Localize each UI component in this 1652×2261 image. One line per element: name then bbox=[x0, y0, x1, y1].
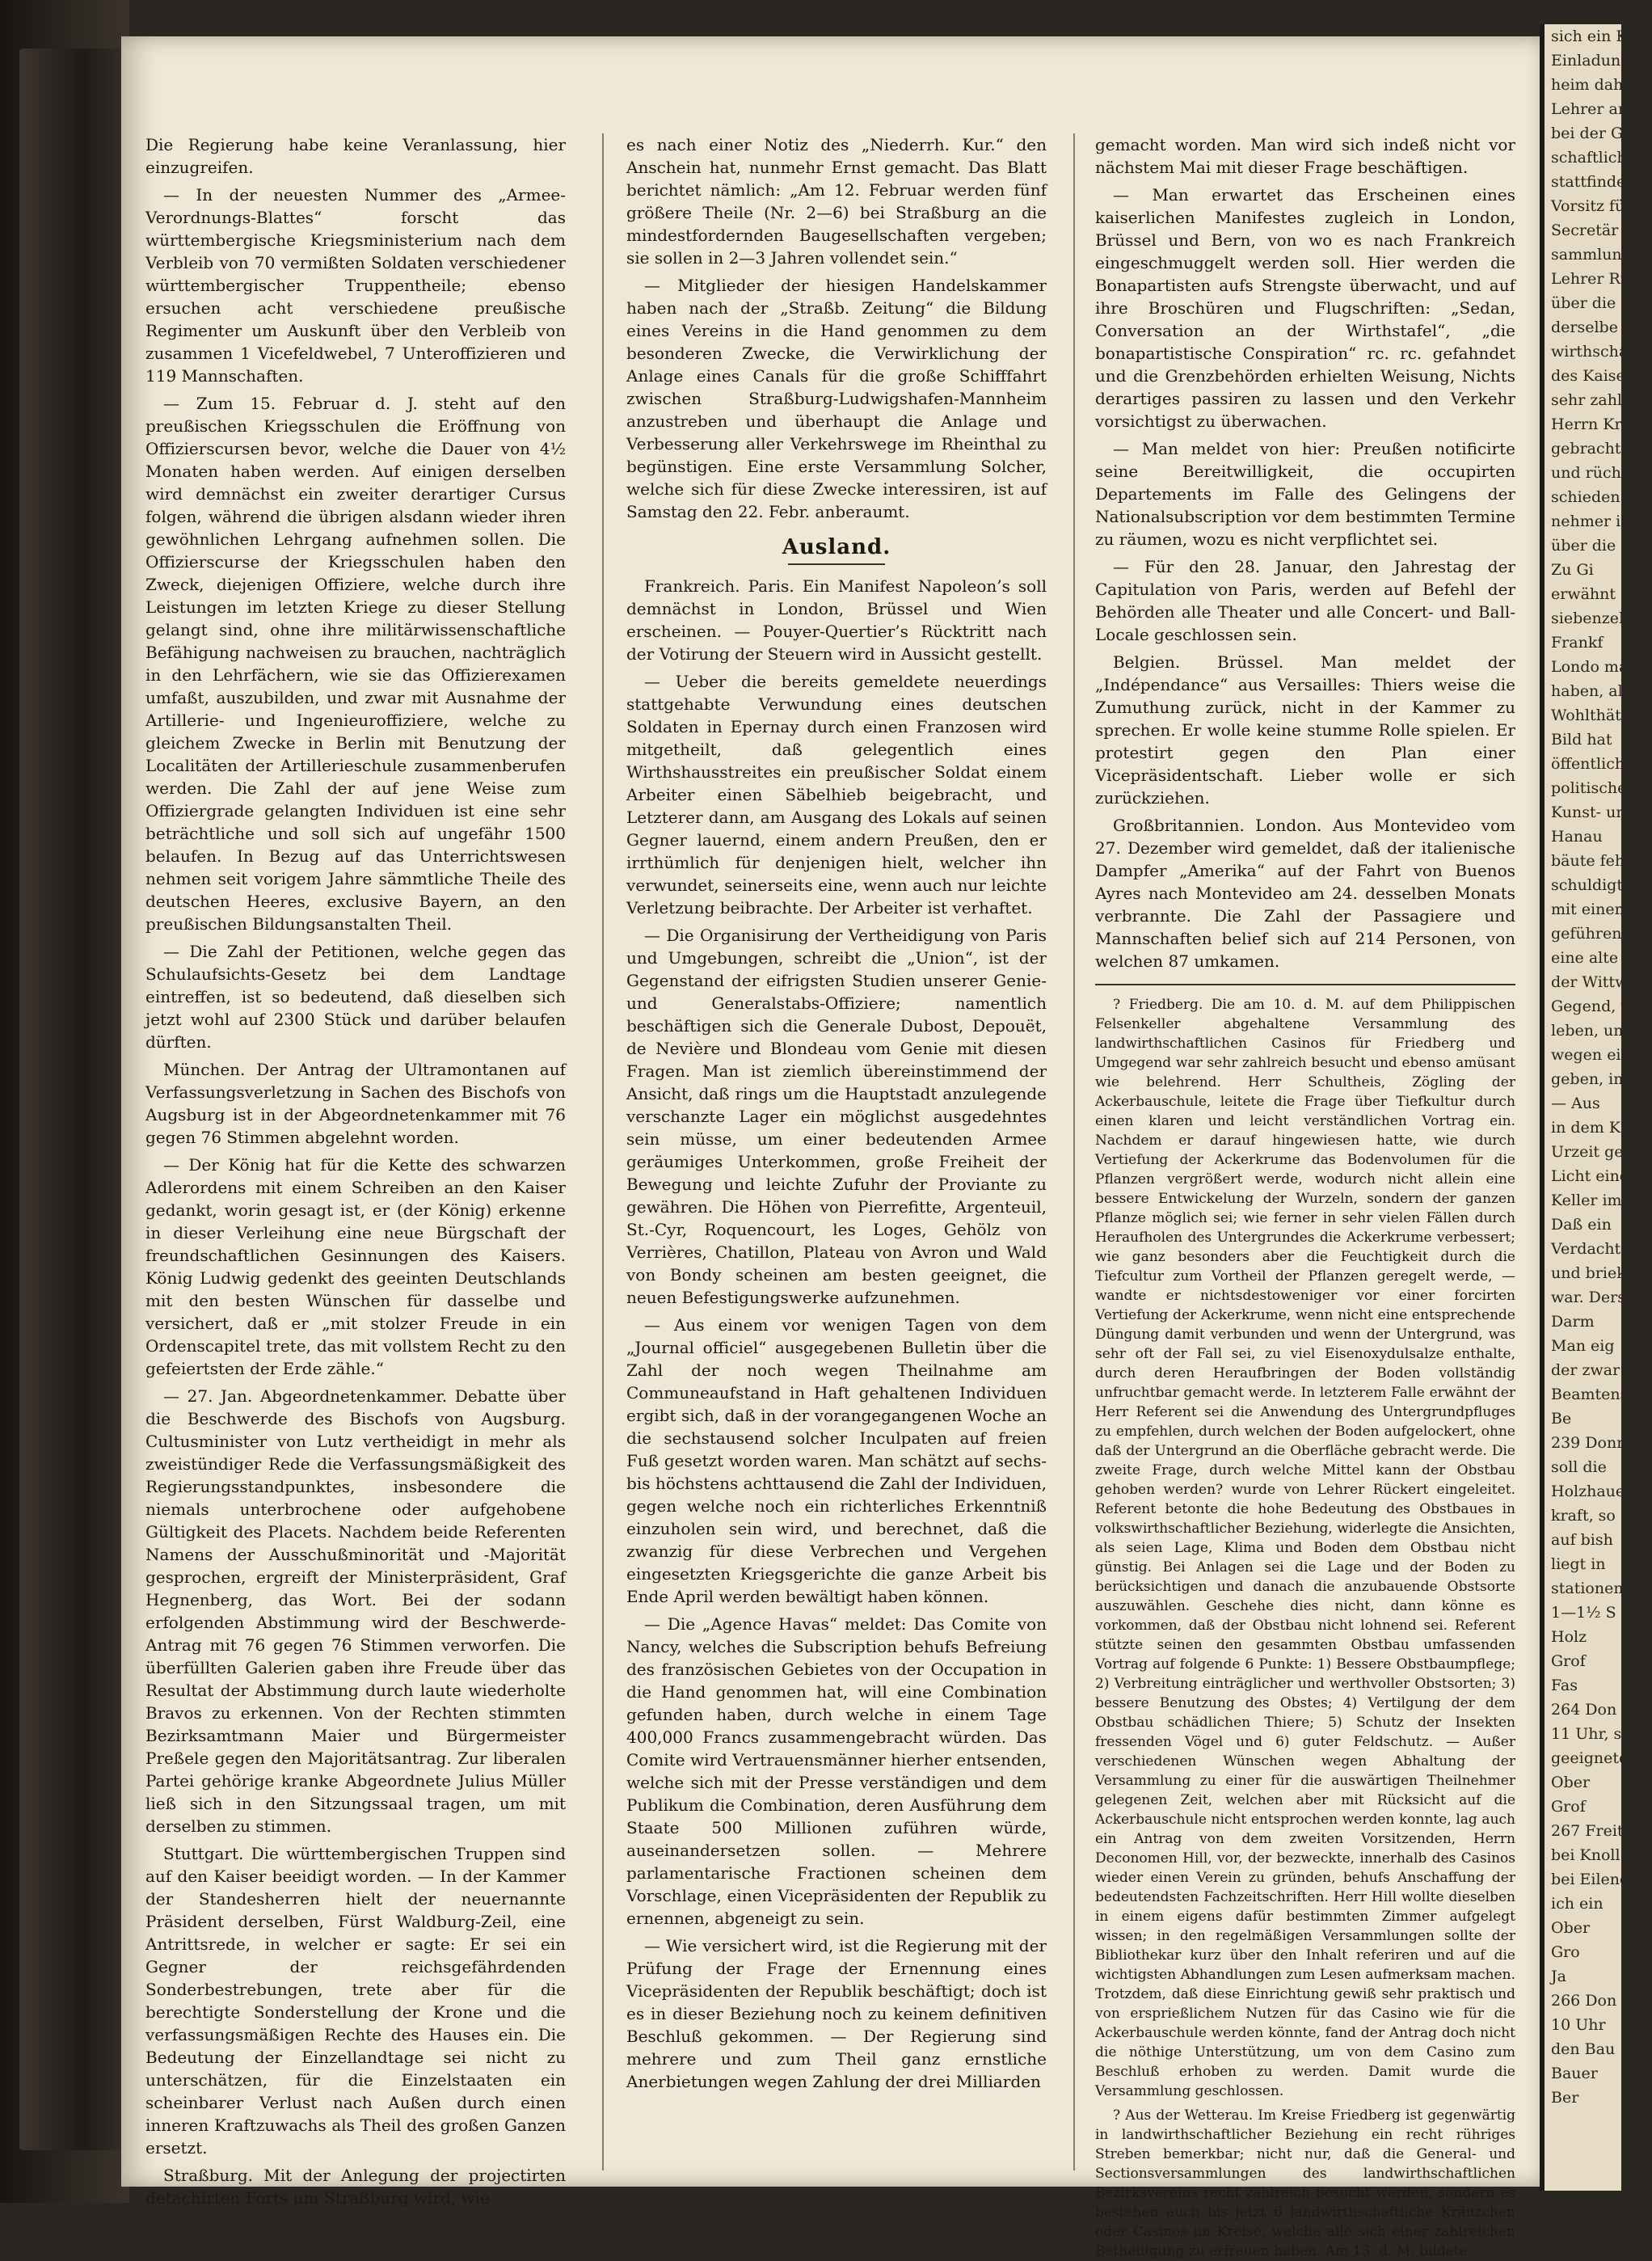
facing-page-line: Ja bbox=[1551, 1968, 1566, 1985]
facing-page-line: soll die bbox=[1551, 1458, 1607, 1476]
column-3 bbox=[1095, 133, 1515, 2259]
paragraph-stuttgart: Stuttgart. Die württembergischen Truppen sind auf den Kaiser beeidigt worden. — In der Kammer der Standesherren hielt der neuernannte Präsident derselben, Fürst Waldburg-Zeil, eine Antrittsrede, in welcher er sagte: Er sei ein Gegner der reichsgefährdenden Sonderbestrebungen, trete aber für die berechtigte Sonderstellung der Krone und die verfassungsmäßigen Rechte des Hauses ein. Die Bedeutung der Einzellandtage sei nicht zu unterschätzen, für die Einzelstaaten ein scheinbarer Verlust nach Außen durch einen inneren Kraftzuwachs als Theil des großen Ganzen ersetzt. bbox=[145, 1844, 566, 2158]
facing-page-line: auf bish bbox=[1551, 1531, 1613, 1549]
paragraph: — Der König hat für die Kette des schwarzen Adlerordens mit einem Schreiben an den Kaiser gedankt, worin gesagt ist, er (der König) erkenne in dieser Verleihung eine neue Bürgschaft der freundschaftlichen Gesinnungen des Kaisers. König Ludwig gedenkt des geeinten Deutschlands mit den besten Wünschen für dasselbe und versichert, daß er „mit stolzer Freude in ein Ordenscapitel trete, das mit vollstem Recht zu den gefeiertsten der Erde zähle.“ bbox=[145, 1155, 566, 1378]
facing-page-line: siebenzeh bbox=[1551, 610, 1629, 627]
paragraph: — Ueber die bereits gemeldete neuerdings stattgehabte Verwundung eines deutschen Soldaten in Epernay durch einen Franzosen wird mitgetheilt, daß gelegentlich eines Wirthshausstreites ein preußischer Soldat einem Arbeiter einen Säbelhieb beigebracht, und Letzterer dann, am Ausgang des Lokals auf seinen Gegner lauernd, einem andern Preußen, den er irrthümlich für denjenigen hielt, welcher ihn verwundet, seinerseits eine, wenn auch nur leichte Verletzung beibrachte. Der Arbeiter ist verhaftet. bbox=[626, 672, 1047, 917]
facing-page-line: Einladung bbox=[1551, 52, 1631, 70]
facing-page-line: geführen in bbox=[1551, 925, 1641, 943]
facing-page-line: erwähnt bbox=[1551, 585, 1616, 603]
facing-page-line: Be bbox=[1551, 1410, 1572, 1428]
facing-page-line: geben, in bbox=[1551, 1070, 1624, 1088]
paragraph-grossbritannien: Großbritannien. London. Aus Montevideo vom 27. Dezember wird gemeldet, daß der italienische Dampfer „Amerika“ auf der Fahrt von Buenos Ayres nach Montevideo am 24. desselben Monats verbrannte. Die Zahl der Passagiere und Mannschaften belief sich auf 214 Personen, von welchen 87 umkamen. bbox=[1095, 816, 1515, 971]
facing-page-line: geeignete bbox=[1551, 1749, 1629, 1767]
facing-page-line: Bauer bbox=[1551, 2065, 1598, 2082]
facing-page-line: Ber bbox=[1551, 2089, 1579, 2107]
facing-page-line: heim dahin bbox=[1551, 76, 1638, 94]
facing-page-line: bäute fehlt bbox=[1551, 852, 1636, 870]
facing-page-line: stationen bbox=[1551, 1580, 1624, 1597]
paragraph: — Für den 28. Januar, den Jahrestag der Capitulation von Paris, werden auf Befehl der Behörden alle Theater und alle Concert- und Ball-Locale geschlossen sein. bbox=[1095, 557, 1515, 644]
facing-page-line: Herrn Kr bbox=[1551, 416, 1622, 433]
paragraph-frankreich: Frankreich. Paris. Ein Manifest Napoleon’s soll demnächst in London, Brüssel und Wien erscheinen. — Pouyer-Quertier’s Rücktritt nach der Votirung der Steuern wird in Aussicht gestellt. bbox=[626, 576, 1047, 664]
facing-page-line: liegt in bbox=[1551, 1555, 1606, 1573]
facing-page-line: Urzeit gel bbox=[1551, 1143, 1629, 1161]
facing-page-line: gebracht. bbox=[1551, 440, 1626, 458]
paragraph: gemacht worden. Man wird sich indeß nicht vor nächstem Mai mit dieser Frage beschäftigen. bbox=[1095, 135, 1515, 177]
facing-page-line: schieden di bbox=[1551, 488, 1640, 506]
newspaper-page bbox=[121, 36, 1548, 2259]
column-2 bbox=[626, 133, 1047, 2170]
facing-page-line: bei Knoll bbox=[1551, 1846, 1620, 1864]
paragraph: — Aus einem vor wenigen Tagen von dem „Journal officiel“ ausgegebenen Bulletin über die Zahl der noch wegen Theilnahme am Communeaufstand in Haft gehaltenen Individuen ergibt sich, daß in der vorangegangenen Woche an die sechstausend solcher Inculpaten auf freien Fuß gesetzt worden waren. Man schätzt auf sechs- bis höchstens achttausend die Zahl der Individuen, gegen welche noch ein richterliches Erkenntniß einzuholen sein wird, und berechnet, daß die zwanzig für diese Verbrechen und Vergehen eingesetzten Kriegsgerichte die ganze Arbeit bis Ende April werden bewältigt haben können. bbox=[626, 1315, 1047, 1606]
facing-page-line: leben, und bbox=[1551, 1022, 1633, 1040]
facing-page-line: in dem K bbox=[1551, 1119, 1621, 1137]
facing-page-line: Lehrer an de bbox=[1551, 100, 1652, 118]
facing-page-line: Gro bbox=[1551, 1943, 1580, 1961]
facing-page-line: Gegend, w bbox=[1551, 998, 1634, 1015]
book-binding bbox=[0, 0, 129, 2203]
local-news bbox=[1095, 995, 1515, 2261]
facing-page-line: Hanau bbox=[1551, 828, 1603, 846]
facing-page-line: 266 Don bbox=[1551, 1992, 1617, 2010]
facing-page-line: über die bbox=[1551, 537, 1616, 555]
facing-page-line: Daß ein bbox=[1551, 1216, 1612, 1234]
facing-page-line: Londo mag bbox=[1551, 658, 1638, 676]
column-rule bbox=[1073, 133, 1075, 2170]
paragraph: — Die Organisirung der Vertheidigung von Paris und Umgebungen, schreibt die „Union“, ist der Gegenstand der eifrigsten Studien unserer Genie- und Generalstabs-Offiziere; namentlich beschäftigen sich die Generale Dubost, Depouët, de Nevière und Blondeau vom Genie mit diesen Fragen. Man ist ziemlich übereinstimmend der Ansicht, daß rings um die Hauptstadt anzulegende verschanzte Lager ein möglichst ausgedehntes sein müsse, um einer bedeutenden Armee geräumiges Unterkommen, große Freiheit der Bewegung und leichte Zufuhr der Proviante zu gewähren. Die Höhen von Pierrefitte, Argenteuil, St.-Cyr, Roquencourt, les Loges, Gehölz von Verrières, Chatillon, Plateau von Avron und Wald von Bondy scheinen am besten geeignet, die neuen Befestigungswerke aufzunehmen. bbox=[626, 926, 1047, 1307]
facing-page-line: eine alte bbox=[1551, 949, 1619, 967]
paragraph: — 27. Jan. Abgeordnetenkammer. Debatte über die Beschwerde des Bischofs von Augsburg. Cultusminister von Lutz vertheidigt in mehr als zweistündiger Rede die Verfassungsmäßigkeit des Regierungsstandpunktes, insbesondere die niemals unterbrochene oder aufgehobene Gültigkeit des Placets. Nachdem beide Referenten Namens der Ausschußminorität und -Majorität gesprochen, ergreift der Ministerpräsident, Graf Hegnenberg, das Wort. Bei der sodann erfolgenden Abstimmung wird der Beschwerde-Antrag mit 76 gegen 76 Stimmen verworfen. Die überfüllten Galerien gaben ihre Freude über das Resultat der Abstimmung durch laute wiederholte Bravos zu erkennen. Von der Rechten stimmten Bezirksamtmann Maier und Bürgermeister Preßele gegen den Majoritätsantrag. Zur liberalen Partei gehörige kranke Abgeordnete Julius Müller ließ sich in den Sitzungssaal tragen, um mit derselben zu stimmen. bbox=[145, 1386, 566, 1836]
paragraph-friedberg: ? Friedberg. Die am 10. d. M. auf dem Philippischen Felsenkeller abgehaltene Versammlung des landwirthschaftlichen Casinos für Friedberg und Umgegend war sehr zahlreich besucht und ebenso amüsant wie belehrend. Herr Schultheis, Zögling der Ackerbauschule, leitete die Frage über Tiefkultur durch einen klaren und leicht verständlichen Vortrag ein. Nachdem er darauf hingewiesen hatte, wie durch Vertiefung der Ackerkrume das Bodenvolumen für die Pflanzen vergrößert werde, wodurch nicht allein eine bessere Entwickelung der Wurzeln, sondern der ganzen Pflanze möglich sei; wie ferner in sehr vielen Fällen durch Heraufholen des Untergrundes die Ackerkrume verbessert; wie ganz besonders aber die Feuchtigkeit durch die Tiefcultur zum Vortheil der Pflanzen geregelt werde, — wandte er nichtsdestoweniger vor einer forcirten Vertiefung der Ackerkrume, wenn nicht eine entsprechende Düngung damit verbunden und wenn der Untergrund, was sehr oft der Fall sei, zu viel Eisenoxydulsalze enthalte, durch deren Heraufbringen der Boden vollständig unfruchtbar gemacht werde. In letzterem Falle erwähnt der Herr Referent sei die Anwendung des Untergrundpfluges zu empfehlen, durch welchen der Boden aufgelockert, ohne daß der Untergrund an die Oberfläche gebracht werde. Die zweite Frage, durch welche Mittel kann der Obstbau gehoben werden? wurde von Lehrer Rückert eingeleitet. Referent betonte die hohe Bedeutung des Obstbaues in volkswirthschaftlicher Beziehung, widerlegte die Ansichten, als seien Lage, Klima und Boden dem Obstbau nicht günstig. Bei Anlagen sei die Lage und der Boden zu berücksichtigen und danach die anzubauende Obstsorte auszuwählen. Geschehe dies nicht, dann könne es vorkommen, daß der Obstbau nicht lohnend sei. Referent stützte seinen den gesammten Obstbau umfassenden Vortrag auf folgende 6 Punkte: 1) Bessere Obstbaumpflege; 2) Verbreitung einträglicher und werthvoller Obstsorten; 3) bessere Benutzung des Obstes; 4) Vertilgung der dem Obstbau schädlichen Thiere; 5) Schutz der Insekten fressenden Vögel und 6) guter Feldschutz. — Außer verschiedenen Wünschen wegen Abhaltung der Versammlung zu einer für die auswärtigen Theilnehmer gelegenen Zeit, welchen aber mit Rücksicht auf die Ackerbauschule nicht entsprochen werden konnte, lag auch ein Antrag von dem zweiten Vorsitzenden, Herrn Deconomen Hill, vor, der bezweckte, innerhalb des Casinos wieder einen Verein zu gründen, behufs Anschaffung der bedeutendsten Fachzeitschriften. Herr Hill wollte dieselben in einem eigens dafür bestimmten Zimmer aufgelegt wissen; in den regelmäßigen Versammlungen sollte der Bibliothekar kurz über den Inhalt referiren und auf die wichtigsten Abhandlungen zum Lesen aufmerksam machen. Trotzdem, daß diese Einrichtung gewiß sehr praktisch und von ersprießlichem Nutzen für das Casino wie für die Ackerbauschule werden könnte, fand der Antrag doch nicht die nöthige Unterstützung, um von dem Casino zum Beschluß erhoben zu werden. Damit wurde die Versammlung geschlossen. bbox=[1095, 997, 1515, 2099]
facing-page-line: Verdacht bbox=[1551, 1240, 1621, 1258]
facing-page-line: 239 Donn bbox=[1551, 1434, 1627, 1452]
facing-page-line: ich ein bbox=[1551, 1895, 1604, 1913]
facing-page-line: Holz bbox=[1551, 1628, 1587, 1646]
facing-page-line: bei Eilende bbox=[1551, 1871, 1639, 1888]
facing-page-line: öffentlicher bbox=[1551, 755, 1641, 773]
facing-page-line: Secretär ein bbox=[1551, 221, 1647, 239]
facing-page-line: sammlung bbox=[1551, 246, 1632, 264]
facing-page-line: stattfinden bbox=[1551, 173, 1636, 191]
facing-page-line: Zu Gi bbox=[1551, 561, 1594, 579]
facing-page-line: 11 Uhr, so bbox=[1551, 1725, 1631, 1743]
facing-page-line: Keller im bbox=[1551, 1192, 1622, 1209]
facing-page-line: schuldigt bbox=[1551, 876, 1623, 894]
facing-page-line: Man eig bbox=[1551, 1337, 1615, 1355]
paragraph: — Zum 15. Februar d. J. steht auf den preußischen Kriegsschulen die Eröffnung von Offizierscursen bevor, welche die Dauer von 4½ Monaten haben werden. Auf einigen derselben wird demnächst ein zweiter derartiger Cursus folgen, während die übrigen alsdann wieder ihren gewöhnlichen Lehrgang aufnehmen sollen. Die Offizierscurse der Kriegsschulen haben den Zweck, diejenigen Offiziere, welche durch ihre Leistungen im letzten Kriege zu dieser Stellung gelangt sind, ohne ihre militärwissenschaftliche Befähigung nachweisen zu brauchen, nachträglich in den Lehrfächern, wie sie das Offizierexamen umfaßt, auszubilden, und zwar mit Ausnahme der Artillerie- und Ingenieuroffiziere, welche zu gleichem Zwecke in Berlin mit Benutzung der Localitäten der Artillerieschule zusammenberufen werden. Die Zahl der auf jene Weise zum Offiziergrade gelangten Individuen ist eine sehr beträchtliche und soll sich auf ungefähr 1500 belaufen. In Bezug auf das Unterrichtswesen nehmen seit vorigem Jahre sämmtliche Theile des deutschen Heeres, exclusive Bayern, an den preußischen Bildungsanstalten Theil. bbox=[145, 394, 566, 934]
facing-page-line: 1—1½ S bbox=[1551, 1604, 1616, 1622]
paragraph: Die Regierung habe keine Veranlassung, hier einzugreifen. bbox=[145, 135, 566, 177]
facing-page-line: Frankf bbox=[1551, 634, 1604, 652]
facing-page-line: war. Derse bbox=[1551, 1289, 1635, 1306]
paragraph: — Die Zahl der Petitionen, welche gegen das Schulaufsichts-Gesetz bei dem Landtage eintreffen, ist so bedeutend, daß dieselben sich jetzt wohl auf 2300 Stück und darüber belaufen dürften. bbox=[145, 942, 566, 1052]
paragraph-strassburg: Straßburg. Mit der Anlegung der projectirten detachirten Forts um Straßburg wird, wie bbox=[145, 2166, 566, 2208]
facing-page-line: des Kaiser bbox=[1551, 367, 1633, 385]
facing-page-line: derselbe ve bbox=[1551, 318, 1641, 336]
facing-page-line: schaftlichen bbox=[1551, 149, 1646, 167]
facing-page-line: 264 Don bbox=[1551, 1701, 1617, 1719]
section-heading-ausland: Ausland. bbox=[626, 536, 1047, 565]
facing-page-line: Grof bbox=[1551, 1652, 1586, 1670]
facing-page-line: haben, als bbox=[1551, 682, 1631, 700]
facing-page-line: 10 Uhr bbox=[1551, 2016, 1606, 2034]
facing-page-line: wirthschaftl bbox=[1551, 343, 1645, 361]
facing-page-line: über die L bbox=[1551, 294, 1631, 312]
column-rule bbox=[602, 133, 604, 2170]
facing-page-line: Darm bbox=[1551, 1313, 1595, 1331]
facing-page-line: politische bbox=[1551, 779, 1627, 797]
facing-page-line: Kunst- und bbox=[1551, 804, 1636, 821]
paragraph: — In der neuesten Nummer des „Armee-Verordnungs-Blattes“ forscht das württembergische Kriegsministerium nach dem Verbleib von 70 vermißten Soldaten verschiedener württembergischer Truppentheile; ebenso ersuchen acht verschiedene preußische Regimenter um Auskunft über den Verbleib von zusammen 1 Vicefeldwebel, 7 Unteroffizieren und 119 Mannschaften. bbox=[145, 185, 566, 386]
facing-page-line: der zwar bbox=[1551, 1361, 1620, 1379]
facing-page-line: Licht eine bbox=[1551, 1167, 1629, 1185]
paragraph-belgien: Belgien. Brüssel. Man meldet der „Indépendance“ aus Versailles: Thiers weise die Zumuthung zurück, nicht in der Kammer zu sprechen. Er wolle keine stumme Rolle spielen. Er protestirt gegen den Plan einer Vicepräsidentschaft. Lieber wolle er sich zurückziehen. bbox=[1095, 652, 1515, 808]
facing-page-line: Grof bbox=[1551, 1798, 1586, 1816]
paragraph: — Die „Agence Havas“ meldet: Das Comite von Nancy, welches die Subscription behufs Befreiung des französischen Gebietes von der Occupation in die Hand genommen hat, will eine Combination gefunden haben, durch welche in einem Tage 400,000 Francs zusammengebracht würden. Das Comite wird Vertrauensmänner hierher entsenden, welche sich mit der Presse verständigen und dem Publikum die Combination, deren Ausführung dem Staate 500 Millionen zuführen würde, auseinandersetzen sollen. — Mehrere parlamentarische Fractionen scheinen dem Vorschlage, einen Vicepräsidenten der Republik zu ernennen, abgeneigt zu sein. bbox=[626, 1614, 1047, 1928]
facing-page-line: mit einem bbox=[1551, 901, 1629, 918]
facing-page-line: der Wittwe bbox=[1551, 973, 1637, 991]
facing-page-line: Holzhaue bbox=[1551, 1483, 1625, 1500]
column-1 bbox=[145, 133, 566, 2208]
paragraph: — Man meldet von hier: Preußen notificirte seine Bereitwilligkeit, die occupirten Departements im Falle des Gelingens der Nationalsubscription vor dem bestimmten Termine zu räumen, wozu es nicht verpflichtet sei. bbox=[1095, 439, 1515, 549]
facing-page-line: Ober bbox=[1551, 1919, 1591, 1937]
facing-page-line: Vorsitz führ bbox=[1551, 197, 1642, 215]
separator-rule bbox=[1095, 984, 1515, 985]
paragraph: — Mitglieder der hiesigen Handelskammer haben nach der „Straßb. Zeitung“ die Bildung eines Vereins in die Hand genommen zu dem besonderen Zwecke, die Verwirklichung der Anlage eines Canals für die große Schifffahrt zwischen Straßburg-Ludwigshafen-Mannheim anzustreben und überhaupt die Anlage und Verbesserung aller Verkehrswege im Rheinthal zu begünstigen. Eine erste Versammlung Solcher, welche sich für diese Zwecke interessiren, ist auf Samstag den 22. Febr. anberaumt. bbox=[626, 276, 1047, 521]
facing-page-line: nehmer ih bbox=[1551, 513, 1631, 530]
facing-page-line: Beamtensy bbox=[1551, 1386, 1637, 1403]
binding-edge bbox=[19, 49, 123, 2150]
text-columns bbox=[145, 133, 1519, 2259]
facing-page-strip bbox=[1540, 24, 1652, 2191]
paragraph: — Wie versichert wird, ist die Regierung mit der Prüfung der Frage der Ernennung eines Vicepräsidenten der Republik beschäftigt; doch ist es in dieser Beziehung noch zu keinem definitiven Beschluß gekommen. — Der Regierung sind mehrere und zum Theil ganz ernstliche Anerbietungen wegen Zahlung der drei Milliarden bbox=[626, 1936, 1047, 2091]
paragraph: es nach einer Notiz des „Niederrh. Kur.“ den Anschein hat, nunmehr Ernst gemacht. Das Blatt berichtet nämlich: „Am 12. Februar werden fünf größere Theile (Nr. 2—6) bei Straßburg an die mindestfordernden Baugesellschaften vergeben; sie sollen in 2—3 Jahren vollendet sein.“ bbox=[626, 135, 1047, 268]
facing-page-line: und rücht bbox=[1551, 464, 1628, 482]
paragraph-wetterau: ? Aus der Wetterau. Im Kreise Friedberg ist gegenwärtig in landwirthschaftlicher Beziehung ein recht rühriges Streben bemerkbar; nicht nur, daß die General- und Sectionsversammlungen des landwirthschaftlichen Bezirksvereins recht zahlreich besucht werden, sondern es bestehen auch bis jetzt 6 landwirthschaftliche Kränzchen oder Casinos im Kreise, welche alle sich einer zahlreichen Betheiligung zu erfreuen haben. Am 13. d. M. bildete bbox=[1095, 2107, 1515, 2259]
facing-page-line: sich ein Krä bbox=[1551, 27, 1644, 45]
facing-page-line: kraft, so bbox=[1551, 1507, 1616, 1525]
facing-page-text bbox=[1545, 24, 1652, 2110]
facing-page-line: den Bau bbox=[1551, 2040, 1616, 2058]
paragraph-muenchen: München. Der Antrag der Ultramontanen auf Verfassungsverletzung in Sachen des Bischofs von Augsburg ist in der Abgeordnetenkammer mit 76 gegen 76 Stimmen abgelehnt worden. bbox=[145, 1060, 566, 1147]
facing-page-line: sehr zahlrei bbox=[1551, 391, 1644, 409]
facing-page-line: Lehrer Rück bbox=[1551, 270, 1649, 288]
facing-page-line: Fas bbox=[1551, 1677, 1578, 1694]
facing-page-line: Ober bbox=[1551, 1774, 1591, 1791]
paragraph: — Man erwartet das Erscheinen eines kaiserlichen Manifestes zugleich in London, Brüssel und Bern, von wo es nach Frankreich eingeschmuggelt werden soll. Hier werden die Bonapartisten aufs Strengste überwacht, und auf ihre Broschüren und Flugschriften: „Sedan, Conversation an der Wirthstafel“, „die bonapartistische Conspiration“ rc. rc. gefahndet und die Grenzbehörden erhielten Weisung, Nichts derartiges passiren zu lassen und den Verkehr vorsichtigst zu überwachen. bbox=[1095, 185, 1515, 431]
facing-page-line: Wohlthätigk bbox=[1551, 707, 1646, 724]
facing-page-line: wegen eine bbox=[1551, 1046, 1640, 1064]
facing-page-line: bei der Gr bbox=[1551, 124, 1631, 142]
facing-page-line: Bild hat bbox=[1551, 731, 1612, 749]
facing-page-line: und brieks bbox=[1551, 1264, 1634, 1282]
facing-page-line: 267 Freita bbox=[1551, 1822, 1633, 1840]
facing-page-line: — Aus bbox=[1551, 1095, 1600, 1112]
